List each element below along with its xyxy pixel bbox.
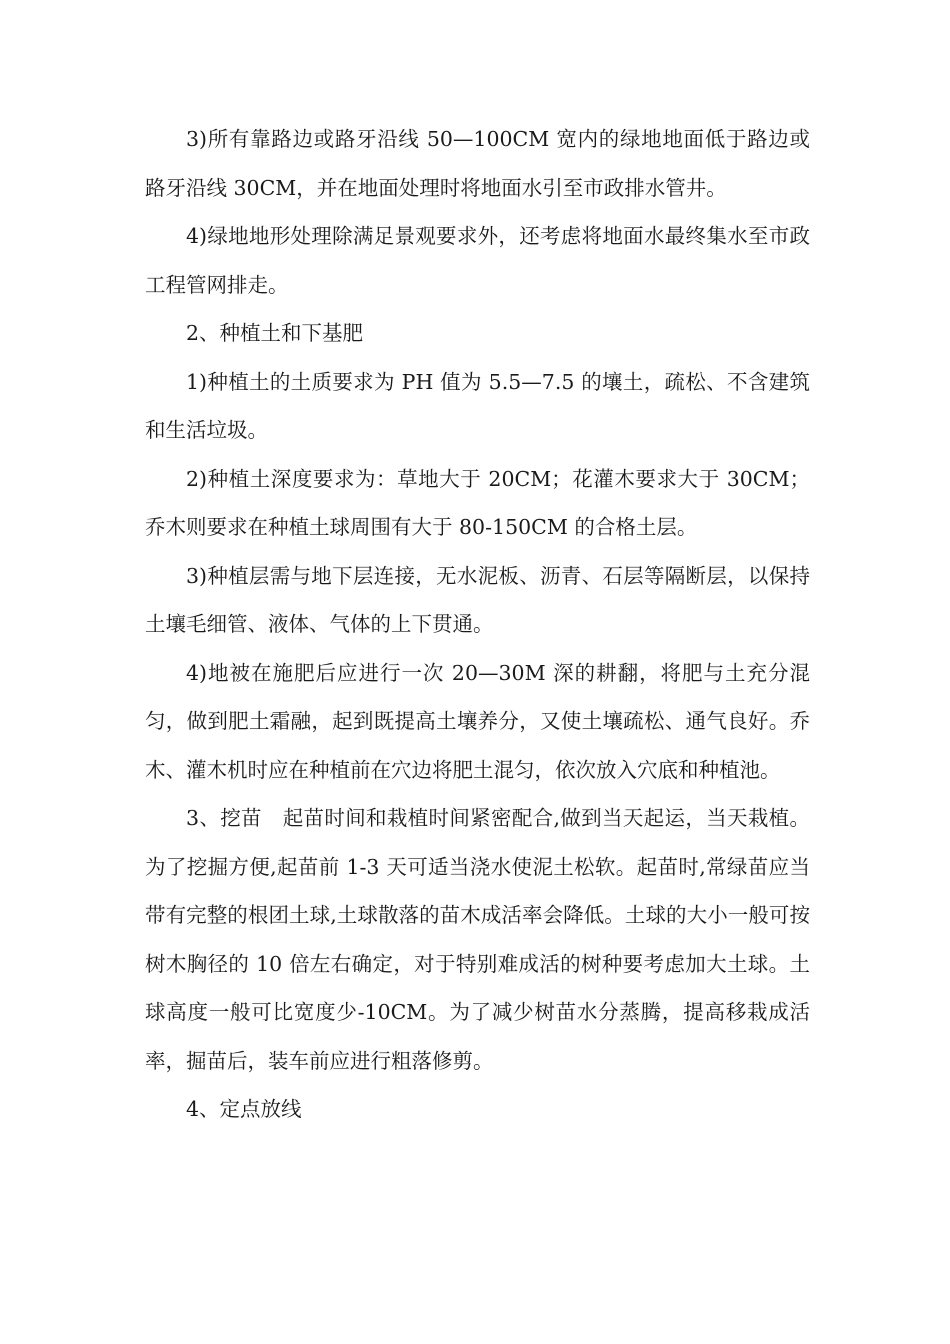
document-body: [145, 115, 810, 1134]
paragraph-soil-depth: 2)种植土深度要求为：草地大于 20CM；花灌木要求大于 30CM；乔木则要求在种植土球周围有大于 80-150CM 的合格土层。: [145, 466, 810, 539]
paragraph-drainage-roadside: 3)所有靠路边或路牙沿线 50—100CM 宽内的绿地地面低于路边或路牙沿线 30CM，并在地面处理时将地面水引至市政排水管井。: [145, 127, 810, 200]
section-heading-planting-soil: 2、种植土和下基肥: [186, 321, 364, 345]
paragraph-soil-layer-connection: 3)种植层需与地下层连接，无水泥板、沥青、石层等隔断层，以保持土壤毛细管、液体、气体的上下贯通。: [145, 563, 810, 636]
paragraph-fertilizing: 4)地被在施肥后应进行一次 20—30M 深的耕翻，将肥与土充分混匀，做到肥土霜融，起到既提高土壤养分，又使土壤疏松、通气良好。乔木、灌木机时应在种植前在穴边将肥土混匀，依次放入穴底和种植池。: [145, 660, 810, 782]
paragraph-terrain-drainage: 4)绿地地形处理除满足景观要求外，还考虑将地面水最终集水至市政工程管网排走。: [145, 224, 810, 297]
paragraph-digging-seedlings: 3、挖苗 起苗时间和栽植时间紧密配合,做到当天起运，当天栽植。为了挖掘方便,起苗前 1-3 天可适当浇水使泥土松软。起苗时,常绿苗应当带有完整的根团土球,土球散落的苗木成活率会降低。土球的大小一般可按树木胸径的 10 倍左右确定，对于特别难成活的树种要考虑加大土球。土球高度一般可比宽度少-10CM。为了减少树苗水分蒸腾，提高移栽成活率，掘苗后，装车前应进行粗落修剪。: [145, 806, 810, 1073]
section-heading-staking-out: 4、定点放线: [186, 1097, 302, 1121]
paragraph-soil-quality: 1)种植土的土质要求为 PH 值为 5.5—7.5 的壤土，疏松、不含建筑和生活垃圾。: [145, 369, 810, 442]
